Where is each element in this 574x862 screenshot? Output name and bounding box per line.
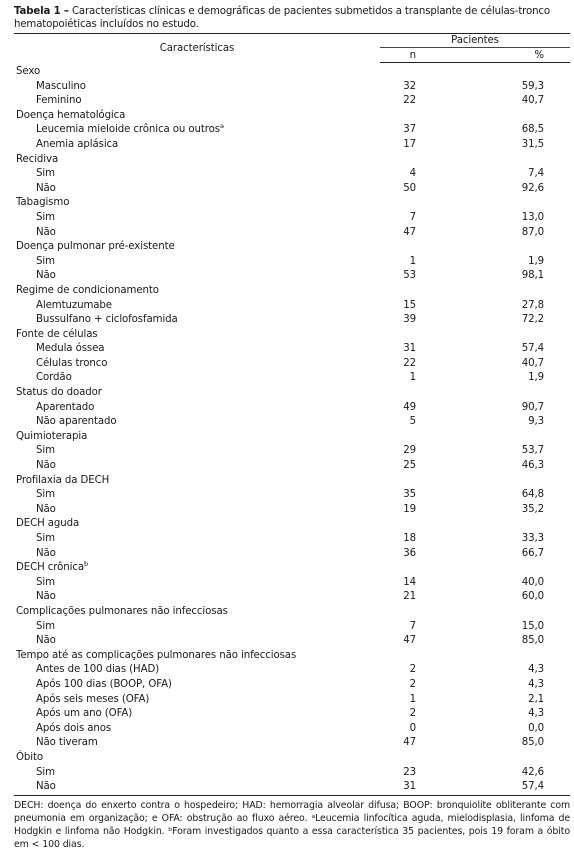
table-group-row (14, 430, 570, 445)
table-row (14, 488, 570, 503)
row-label: Sim (36, 533, 55, 544)
cell-percent: 40,7 (521, 357, 545, 369)
cell-n (380, 386, 418, 401)
cell-n (380, 153, 418, 168)
cell-n: 50 (403, 182, 416, 194)
row-label: Não (36, 503, 56, 515)
row-label: Sim (36, 576, 55, 588)
row-label: Sim (36, 168, 55, 180)
group-label: Complicações pulmonares não infecciosas (16, 605, 228, 617)
cell-n: 47 (403, 635, 416, 647)
table-row (14, 693, 570, 708)
cell-percent (418, 196, 570, 211)
row-label: Não (36, 547, 56, 559)
cell-n (380, 649, 418, 664)
row-label: Antes de 100 dias (HAD) (36, 664, 160, 676)
cell-n: 14 (403, 576, 416, 588)
group-label: DECH aguda (16, 518, 80, 530)
cell-n: 2 (409, 708, 416, 720)
group-label: Sexo (16, 65, 41, 77)
table-footnote: DECH: doença do enxerto contra o hospedeiro; HAD: hemorragia alveolar difusa; BOOP: bronquiolite obliterante com pneumonia em organização; e OFA: obstrução ao fluxo aéreo. ᵃLeucemia linfocítica aguda, mielodisplasia, linfoma de Hodgkin e linfoma não Hodgkin. ᵇForam investigados quanto a essa característica 35 pacientes, pois 19 foram a óbito em < 100 dias. (14, 799, 570, 851)
cell-percent: 60,0 (521, 591, 545, 603)
cell-percent: 1,9 (528, 372, 545, 384)
cell-n: 17 (403, 138, 416, 150)
row-label: Não (36, 226, 56, 238)
group-label: Recidiva (16, 153, 59, 165)
row-label: Não (36, 460, 56, 472)
table-caption-text: Características clínicas e demográficas de pacientes submetidos a transplante de células-tronco hematopoiéticas incluídos no estudo. (14, 6, 550, 30)
group-label: Tempo até as complicações pulmonares não infecciosas (16, 649, 297, 661)
cell-percent: 42,6 (521, 766, 545, 778)
cell-percent: 90,7 (521, 401, 545, 413)
row-label: Não aparentado (36, 416, 117, 428)
row-label: Não (36, 182, 56, 194)
row-label: Bussulfano + ciclofosfamida (36, 314, 178, 326)
cell-percent: 57,4 (418, 780, 570, 795)
cell-percent (418, 63, 570, 80)
row-label: Masculino (36, 80, 86, 92)
group-label: DECH crônica$^b$ (16, 560, 89, 574)
table-row (14, 576, 570, 591)
cell-n: 47 (403, 737, 416, 749)
table-row (14, 780, 570, 795)
cell-percent: 15,0 (521, 620, 545, 632)
table-group-row (14, 605, 570, 620)
table-row (14, 167, 570, 182)
table-row (14, 620, 570, 635)
cell-n (380, 284, 418, 299)
cell-n (380, 605, 418, 620)
table-row (14, 766, 570, 781)
table-row (14, 371, 570, 386)
row-label: Não (36, 635, 56, 647)
header-patients: Pacientes (380, 34, 570, 48)
group-label: Óbito (16, 751, 44, 763)
cell-percent (418, 517, 570, 532)
row-label: Sim (36, 620, 55, 632)
cell-n: 7 (409, 211, 416, 223)
cell-n: 47 (403, 226, 416, 238)
cell-percent (418, 328, 570, 343)
cell-percent: 92,6 (521, 182, 545, 194)
cell-percent (418, 430, 570, 445)
table-row (14, 663, 570, 678)
table-group-row (14, 328, 570, 343)
cell-percent: 66,7 (521, 547, 545, 559)
cell-percent: 0,0 (528, 722, 545, 734)
cell-n: 53 (403, 270, 416, 282)
table-row (14, 532, 570, 547)
cell-percent: 7,4 (528, 168, 545, 180)
table-group-row (14, 153, 570, 168)
cell-percent: 46,3 (521, 460, 545, 472)
cell-n: 15 (403, 299, 416, 311)
cell-n (380, 430, 418, 445)
cell-percent: 9,3 (528, 416, 545, 428)
cell-percent: 31,5 (521, 138, 545, 150)
group-label: Regime de condicionamento (16, 284, 159, 296)
cell-n: 37 (403, 124, 416, 136)
group-label: Doença hematológica (16, 109, 126, 121)
table-row (14, 342, 570, 357)
cell-n: 49 (403, 401, 416, 413)
cell-percent: 4,3 (528, 708, 545, 720)
table-group-row (14, 517, 570, 532)
cell-n: 32 (403, 80, 416, 92)
table-row (14, 255, 570, 270)
table-group-row (14, 751, 570, 766)
cell-percent: 4,3 (528, 664, 545, 676)
cell-n: 1 (409, 255, 416, 267)
row-label: Aparentado (36, 401, 95, 413)
group-label: Fonte de células (16, 328, 98, 340)
cell-n: 21 (403, 591, 416, 603)
table-caption (14, 5, 570, 31)
cell-n (380, 474, 418, 489)
cell-n: 7 (409, 620, 416, 632)
cell-n: 25 (403, 460, 416, 472)
cell-n: 22 (403, 95, 416, 107)
cell-n: 1 (409, 372, 416, 384)
row-label: Não tiveram (36, 737, 98, 749)
table-row (14, 123, 570, 138)
table-row (14, 138, 570, 153)
cell-percent (418, 474, 570, 489)
cell-n: 23 (403, 766, 416, 778)
row-label: Alemtuzumabe (36, 299, 112, 311)
group-label: Status do doador (16, 387, 102, 399)
cell-n (380, 240, 418, 255)
row-label: Não (36, 270, 56, 282)
cell-percent: 72,2 (521, 314, 545, 326)
table-row (14, 503, 570, 518)
row-label: Cordão (36, 372, 72, 384)
cell-percent: 57,4 (521, 343, 545, 355)
table-group-row (14, 109, 570, 124)
header-percent: % (418, 48, 570, 63)
cell-percent: 33,3 (521, 533, 545, 544)
row-label: Medula óssea (36, 343, 105, 355)
table-row (14, 269, 570, 284)
row-label: Sim (36, 255, 55, 267)
cell-percent: 13,0 (521, 211, 545, 223)
table-row (14, 313, 570, 328)
table-row (14, 459, 570, 474)
cell-n: 19 (403, 503, 416, 515)
row-label: Sim (36, 445, 55, 457)
group-label: Tabagismo (16, 197, 70, 209)
group-label: Doença pulmonar pré-existente (16, 241, 175, 253)
cell-percent: 59,3 (521, 80, 545, 92)
table-row (14, 226, 570, 241)
cell-percent: 68,5 (521, 124, 545, 136)
cell-percent (418, 561, 570, 576)
table-row (14, 357, 570, 372)
cell-percent (418, 284, 570, 299)
row-label: Sim (36, 489, 55, 501)
cell-percent (418, 240, 570, 255)
document-page (14, 0, 570, 852)
cell-percent: 40,0 (521, 576, 545, 588)
cell-n (380, 196, 418, 211)
cell-n: 29 (403, 445, 416, 457)
cell-percent: 2,1 (528, 693, 545, 705)
cell-n: 35 (403, 489, 416, 501)
row-label: Sim (36, 211, 55, 223)
table-row (14, 415, 570, 430)
cell-percent (418, 751, 570, 766)
table-group-row (14, 649, 570, 664)
cell-n: 18 (403, 533, 416, 544)
table-group-row (14, 196, 570, 211)
table-group-row (14, 63, 570, 80)
cell-n: 31 (380, 780, 418, 795)
row-label: Após seis meses (OFA) (36, 693, 150, 705)
table-row (14, 634, 570, 649)
table-row (14, 80, 570, 95)
table-group-row (14, 474, 570, 489)
cell-percent: 4,3 (528, 678, 545, 690)
row-label: Não (14, 780, 380, 795)
table-row (14, 94, 570, 109)
cell-n: 2 (409, 678, 416, 690)
table-row (14, 722, 570, 737)
cell-n (380, 517, 418, 532)
table-row (14, 211, 570, 226)
cell-n (380, 328, 418, 343)
row-label: Leucemia mieloide crônica ou outros$^a$ (36, 122, 224, 136)
group-label: Quimioterapia (16, 430, 88, 442)
cell-n (380, 109, 418, 124)
table-row (14, 678, 570, 693)
cell-percent: 64,8 (521, 489, 545, 501)
table-header (14, 34, 570, 63)
cell-n: 4 (409, 168, 416, 180)
cell-percent: 53,7 (521, 445, 545, 457)
characteristics-table (14, 33, 570, 796)
table-group-row (14, 561, 570, 576)
row-label: Sim (36, 766, 55, 778)
table-row (14, 299, 570, 314)
table-group-row (14, 240, 570, 255)
cell-percent (418, 153, 570, 168)
header-n: n (380, 48, 418, 63)
row-label: Células tronco (36, 357, 108, 369)
footnote-marker: a (220, 122, 224, 131)
group-label: Profilaxia da DECH (16, 474, 110, 486)
cell-percent: 40,7 (521, 95, 545, 107)
table-group-row (14, 284, 570, 299)
table-row (14, 707, 570, 722)
cell-percent (418, 649, 570, 664)
row-label: Após um ano (OFA) (36, 708, 133, 720)
table-caption-prefix: Tabela 1 – (14, 6, 69, 17)
cell-percent: 87,0 (521, 226, 545, 238)
row-label: Após 100 dias (BOOP, OFA) (36, 678, 172, 690)
cell-percent (418, 386, 570, 401)
table-row (14, 736, 570, 751)
row-label: Não (36, 591, 56, 603)
cell-percent: 85,0 (521, 737, 545, 749)
cell-n (380, 63, 418, 80)
table-row (14, 401, 570, 416)
row-label: Feminino (36, 95, 82, 107)
cell-n: 5 (409, 416, 416, 428)
table-row (14, 182, 570, 197)
table-group-row (14, 386, 570, 401)
table-row (14, 444, 570, 459)
cell-n: 1 (409, 693, 416, 705)
cell-percent (418, 109, 570, 124)
cell-n: 0 (409, 722, 416, 734)
cell-percent: 85,0 (521, 635, 545, 647)
table-body (14, 63, 570, 796)
cell-percent (418, 605, 570, 620)
cell-percent: 1,9 (528, 255, 545, 267)
cell-n: 31 (403, 343, 416, 355)
cell-n: 2 (409, 664, 416, 676)
header-characteristics: Características (14, 34, 380, 63)
cell-percent: 35,2 (521, 503, 545, 515)
cell-percent: 27,8 (521, 299, 545, 311)
table-row (14, 590, 570, 605)
cell-n: 39 (403, 314, 416, 326)
table-row (14, 547, 570, 562)
row-label: Após dois anos (36, 722, 112, 734)
cell-n (380, 751, 418, 766)
cell-n: 36 (403, 547, 416, 559)
footnote-marker: b (84, 560, 89, 569)
cell-n: 22 (403, 357, 416, 369)
cell-percent: 98,1 (521, 270, 545, 282)
cell-n (380, 561, 418, 576)
row-label: Anemia aplásica (36, 138, 119, 150)
